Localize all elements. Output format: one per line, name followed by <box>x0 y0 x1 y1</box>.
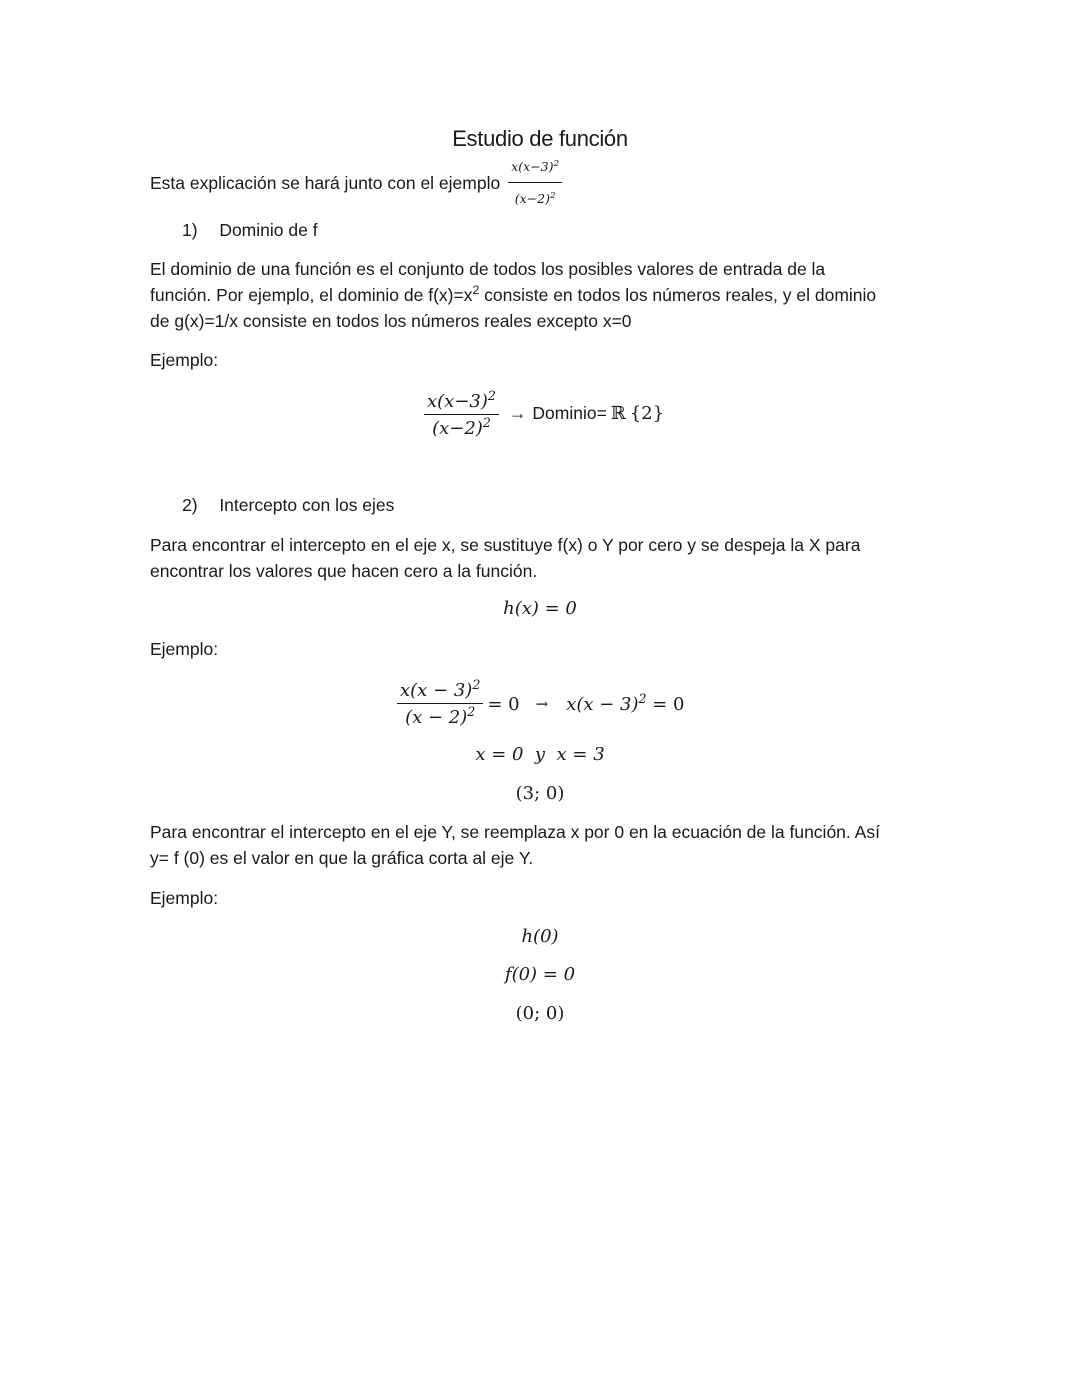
equals-zero: = 0 <box>487 693 520 715</box>
x-intercept-fraction: $\frac{x(x - 3)^2}{(x - 2)^2}$ <box>397 680 483 728</box>
section1-number: 1) <box>182 220 198 240</box>
intro-fraction-denominator: (x−2) <box>514 191 550 206</box>
y-intercept-paragraph <box>150 819 940 871</box>
x-intercept-paragraph-line1: Para encontrar el intercepto en el eje x, se sustituye f(x) o Y por cero y se despeja la X para <box>150 535 861 555</box>
x-intercept-example <box>397 676 685 732</box>
y-step-f0: f(0) = 0 <box>504 964 576 985</box>
y-intercept-paragraph-line2: y= f (0) es el valor en que la gráfica corta al eje Y. <box>150 848 534 868</box>
domain-paragraph-line2: función. Por ejemplo, el dominio de $f(x)=x^2$ consiste en todos los números reales, y el dominio <box>150 283 877 305</box>
x-intercept-rhs: $x(x - 3)^2 = 0$ <box>566 690 685 715</box>
arrow-icon: → <box>508 403 527 423</box>
intro-text: Esta explicación se hará junto con el ejemplo <box>150 173 501 193</box>
x-intercept-paragraph-line2: encontrar los valores que hacen cero a la función. <box>150 561 538 581</box>
domain-paragraph-line3: de g(x)=1/x consiste en todos los números reales excepto x=0 <box>150 311 632 331</box>
intro-line <box>150 160 562 206</box>
intro-fraction-den-exp: 2 <box>549 190 556 201</box>
x-intercept-numerator: x(x − 3) <box>400 680 473 701</box>
y-step-h0: h(0) <box>521 926 559 947</box>
y-intercept-point: (0; 0) <box>515 1003 565 1024</box>
page-title: Estudio de función <box>452 126 628 151</box>
intro-fraction-numerator: x(x−3) <box>511 159 554 174</box>
real-numbers-symbol: ℝ <box>610 402 626 424</box>
domain-example-fraction: $\frac{x(x-3)^2}{(x-2)^2}$ <box>424 391 499 439</box>
domain-label: Dominio= <box>532 403 607 423</box>
section1-heading-text: Dominio de f <box>219 220 318 240</box>
equation-hx: h(x) = 0 <box>503 598 577 619</box>
domain-example-denominator: (x−2) <box>432 418 483 439</box>
example-label-domain: Ejemplo: <box>150 350 219 370</box>
x-intercept-denominator: (x − 2) <box>405 707 468 728</box>
x-intercept-paragraph <box>150 532 940 584</box>
domain-example-numerator: x(x−3) <box>427 391 488 412</box>
example-label-y: Ejemplo: <box>150 888 219 908</box>
domain-example <box>424 387 664 443</box>
section2-number: 2) <box>182 495 198 515</box>
y-intercept-paragraph-line1: Para encontrar el intercepto en el eje Y, se reemplaza x por 0 en la ecuación de la función. Así <box>150 822 880 842</box>
example-label-x: Ejemplo: <box>150 639 219 659</box>
intro-fraction <box>508 154 562 212</box>
domain-paragraph-line1: El dominio de una función es el conjunto de todos los posibles valores de entrada de la <box>150 259 826 279</box>
arrow-icon: → <box>535 695 549 713</box>
section2-heading <box>182 492 394 518</box>
x-intercept-point: (3; 0) <box>515 783 565 804</box>
roots-equation: x = 0 y x = 3 <box>475 744 605 765</box>
section2-heading-text: Intercepto con los ejes <box>219 495 395 515</box>
intro-fraction-num-exp: 2 <box>553 158 560 169</box>
section1-heading <box>182 217 318 243</box>
domain-exclusion-set: {2} <box>629 402 665 424</box>
domain-paragraph <box>150 256 940 334</box>
